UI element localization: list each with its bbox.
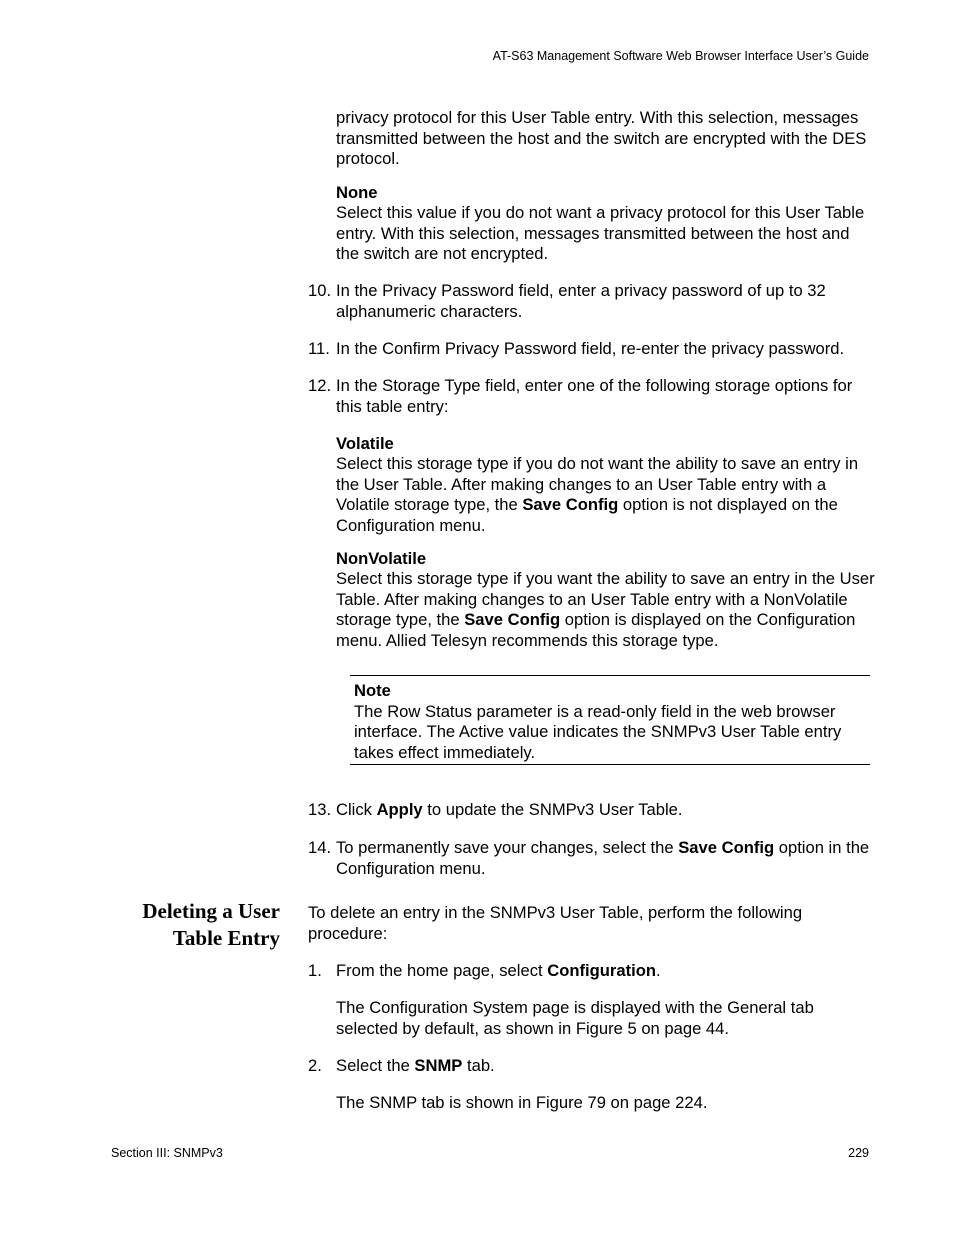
step-13-end: to update the SNMPv3 User Table. [422, 800, 683, 819]
step-13-text [336, 800, 876, 821]
section-heading [108, 898, 280, 952]
nonvolatile-save-config: Save Config [464, 610, 561, 629]
page-number: 229 [848, 1146, 869, 1160]
step-14-number: 14. [308, 838, 332, 857]
note-text: The Row Status parameter is a read-only field in the web browser interface. The Active value indicates the SNMPv3 User Table entry takes effect immediately. [354, 701, 842, 762]
des-paragraph: privacy protocol for this User Table entry. With this selection, messages transmitted between the host and the switch are encrypted with the DES protocol. [336, 108, 867, 168]
volatile-desc-start: Select this storage type if you do not want the ability to save an entry in the User Table. After making changes to an User Table entry with a Volatile storage type, the [336, 454, 859, 514]
nonvolatile-desc-end: option is displayed on the Configuration menu. Allied Telesyn recommends this storage type. [336, 610, 856, 650]
running-header: AT-S63 Management Software Web Browser Interface User’s Guide [492, 49, 869, 63]
step-2-end: tab. [462, 1056, 495, 1075]
save-config-label: Save Config [678, 838, 775, 857]
step-14-start: To permanently save your changes, select the [336, 838, 679, 857]
step-13-start: Click [336, 800, 377, 819]
volatile-save-config: Save Config [522, 495, 619, 514]
snmp-label: SNMP [414, 1056, 463, 1075]
nonvolatile-description [336, 569, 876, 651]
step-1-start: From the home page, select [336, 961, 548, 980]
step-11-text: In the Confirm Privacy Password field, re-enter the privacy password. [336, 339, 845, 358]
step-12-number: 12. [308, 376, 332, 395]
step-14-end: option in the Configuration menu. [336, 838, 870, 878]
footer-section: Section III: SNMPv3 [111, 1146, 223, 1160]
step-13-number: 13. [308, 800, 332, 819]
volatile-description [336, 454, 876, 536]
section-heading-line-2: Table Entry [172, 926, 280, 950]
nonvolatile-desc-start: Select this storage type if you want the ability to save an entry in the User Table. After making changes to an User Table entry with a NonVolatile storage type, the [336, 569, 875, 629]
step-10-number: 10. [308, 281, 332, 300]
step-10-text: In the Privacy Password field, enter a privacy password of up to 32 alphanumeric characters. [336, 281, 826, 321]
step-1-text [336, 961, 876, 982]
step-1-result: The Configuration System page is displayed with the General tab selected by default, as shown in Figure 5 on page 44. [336, 998, 814, 1038]
apply-label: Apply [376, 800, 423, 819]
none-term: None [336, 183, 378, 202]
step-12-text: In the Storage Type field, enter one of the following storage options for this table entry: [336, 376, 853, 416]
step-14-text [336, 838, 876, 879]
volatile-term: Volatile [336, 434, 394, 453]
section-heading-line-1: Deleting a User [142, 899, 280, 923]
step-2-number: 2. [308, 1056, 322, 1075]
none-description: Select this value if you do not want a privacy protocol for this User Table entry. With this selection, messages transmitted between the host and the switch are not encrypted. [336, 203, 865, 263]
note-title: Note [354, 681, 391, 700]
step-2-result: The SNMP tab is shown in Figure 79 on page 224. [336, 1093, 708, 1112]
step-1-end: . [655, 961, 661, 980]
step-2-text [336, 1056, 876, 1077]
step-2-start: Select the [336, 1056, 415, 1075]
configuration-label: Configuration [547, 961, 656, 980]
note-box [350, 675, 870, 765]
step-1-number: 1. [308, 961, 322, 980]
nonvolatile-term: NonVolatile [336, 549, 427, 568]
step-11-number: 11. [308, 339, 330, 358]
section-intro: To delete an entry in the SNMPv3 User Table, perform the following procedure: [308, 903, 803, 943]
volatile-desc-end: option is not displayed on the Configuration menu. [336, 495, 838, 535]
